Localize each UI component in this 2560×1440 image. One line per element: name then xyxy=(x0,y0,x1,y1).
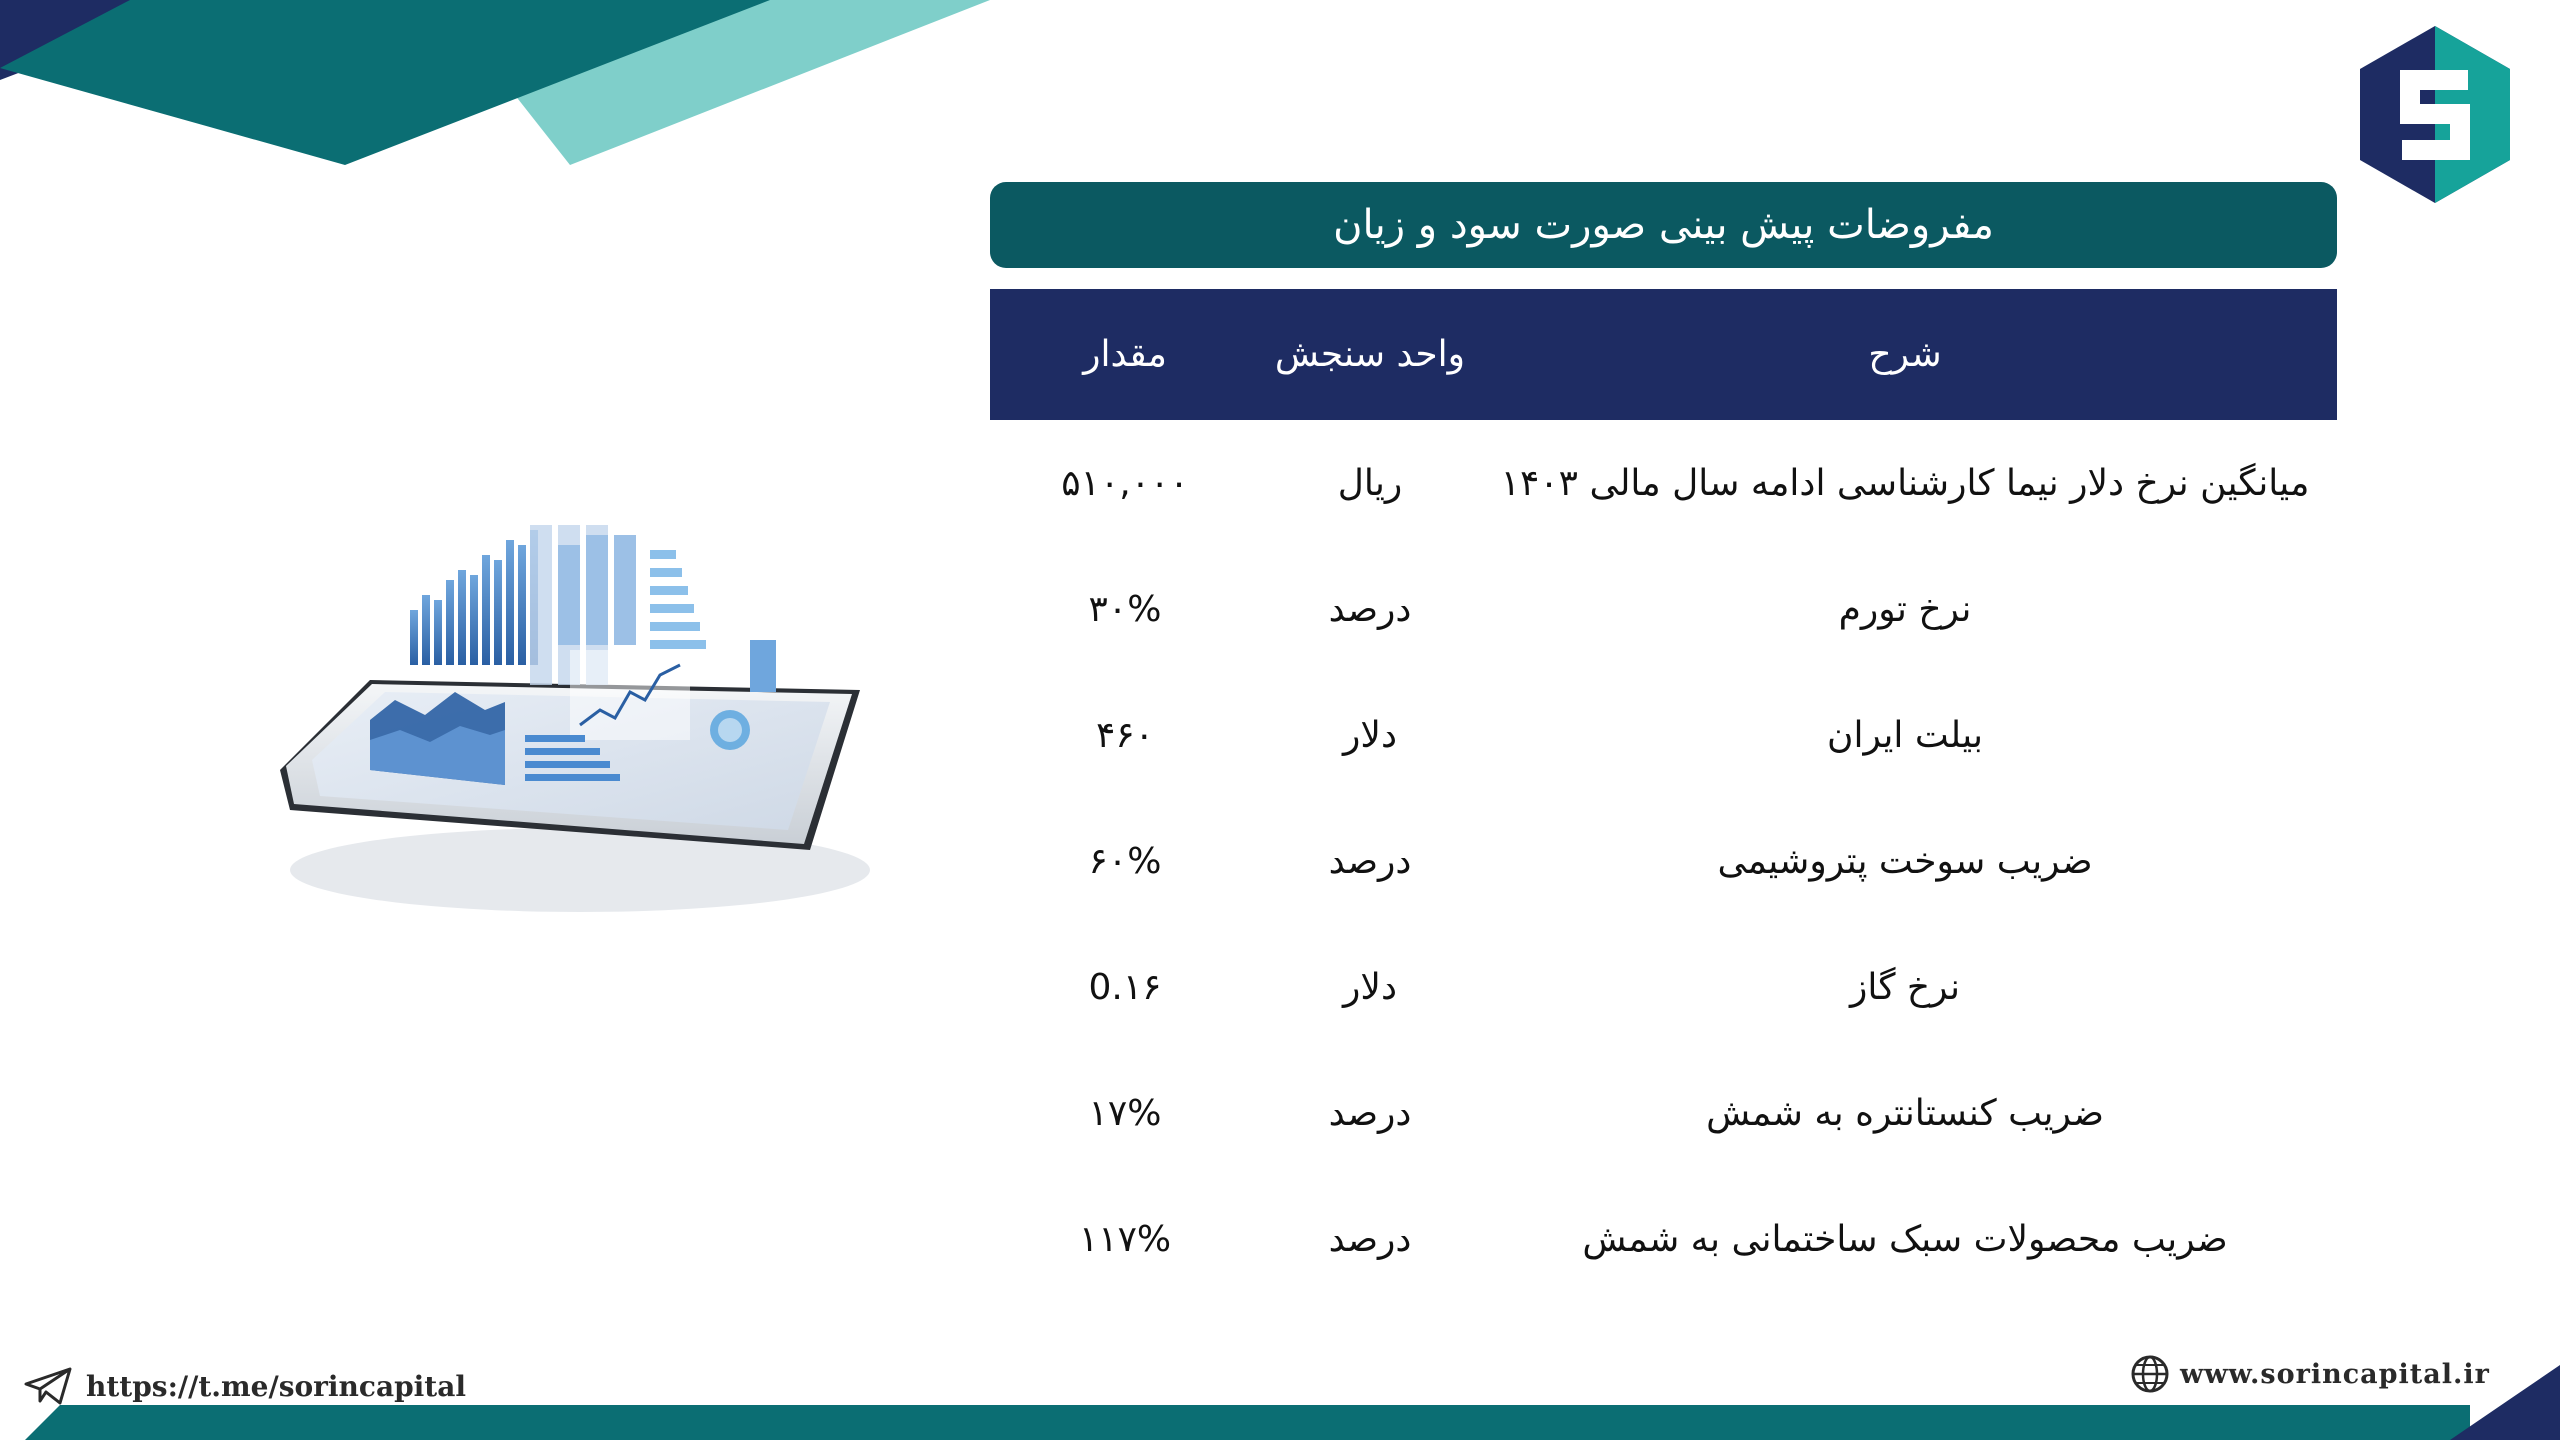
row-amount: ۱۱۷% xyxy=(1078,1218,1172,1260)
row-description: ضریب کنستانتره به شمش xyxy=(1706,1092,2104,1134)
telegram-link[interactable] xyxy=(24,1366,466,1406)
table-body xyxy=(990,420,2337,1300)
row-description: ضریب سوخت پتروشیمی xyxy=(1717,840,2093,882)
website-link-text[interactable]: www.sorincapital.ir xyxy=(2180,1358,2490,1390)
table-row xyxy=(990,924,2337,1050)
table-row xyxy=(990,798,2337,924)
row-description: ضریب محصولات سبک ساختمانی به شمش xyxy=(1582,1218,2228,1260)
row-unit: درصد xyxy=(1328,1092,1412,1134)
table-row xyxy=(990,672,2337,798)
row-unit: دلار xyxy=(1343,714,1397,756)
table-row xyxy=(990,1176,2337,1302)
sorin-logo xyxy=(2350,22,2520,212)
table-row xyxy=(990,546,2337,672)
tablet-dashboard-illustration xyxy=(250,430,900,970)
header-unit: واحد سنجش xyxy=(1274,334,1466,375)
table-header xyxy=(990,289,2337,420)
row-amount: 0.۱۶ xyxy=(1088,966,1162,1008)
row-description: میانگین نرخ دلار نیما کارشناسی ادامه سال مالی ۱۴۰۳ xyxy=(1500,462,2310,504)
header-description: شرح xyxy=(1868,334,1942,375)
row-amount: ۶۰% xyxy=(1088,840,1162,882)
header-amount: مقدار xyxy=(1083,334,1167,375)
row-unit: ریال xyxy=(1337,462,1403,504)
row-amount: ۱۷% xyxy=(1088,1092,1162,1134)
row-unit: دلار xyxy=(1343,966,1397,1008)
paper-plane-icon xyxy=(24,1366,74,1406)
row-description: نرخ تورم xyxy=(1838,588,1972,630)
row-amount: ۴۶۰ xyxy=(1095,714,1154,756)
telegram-link-text[interactable]: https://t.me/sorincapital xyxy=(86,1369,467,1403)
row-unit: درصد xyxy=(1328,840,1412,882)
row-amount: ۵۱۰,۰۰۰ xyxy=(1061,462,1189,504)
row-amount: ۳۰% xyxy=(1088,588,1162,630)
table-row xyxy=(990,420,2337,546)
globe-icon xyxy=(2130,1354,2170,1394)
row-description: بیلت ایران xyxy=(1827,714,1983,756)
row-unit: درصد xyxy=(1328,1218,1412,1260)
row-unit: درصد xyxy=(1328,588,1412,630)
header-decoration xyxy=(0,0,1000,170)
row-description: نرخ گاز xyxy=(1849,966,1961,1008)
page-title: مفروضات پیش بینی صورت سود و زیان xyxy=(990,182,2337,268)
website-link[interactable] xyxy=(2130,1354,2490,1394)
table-row xyxy=(990,1050,2337,1176)
